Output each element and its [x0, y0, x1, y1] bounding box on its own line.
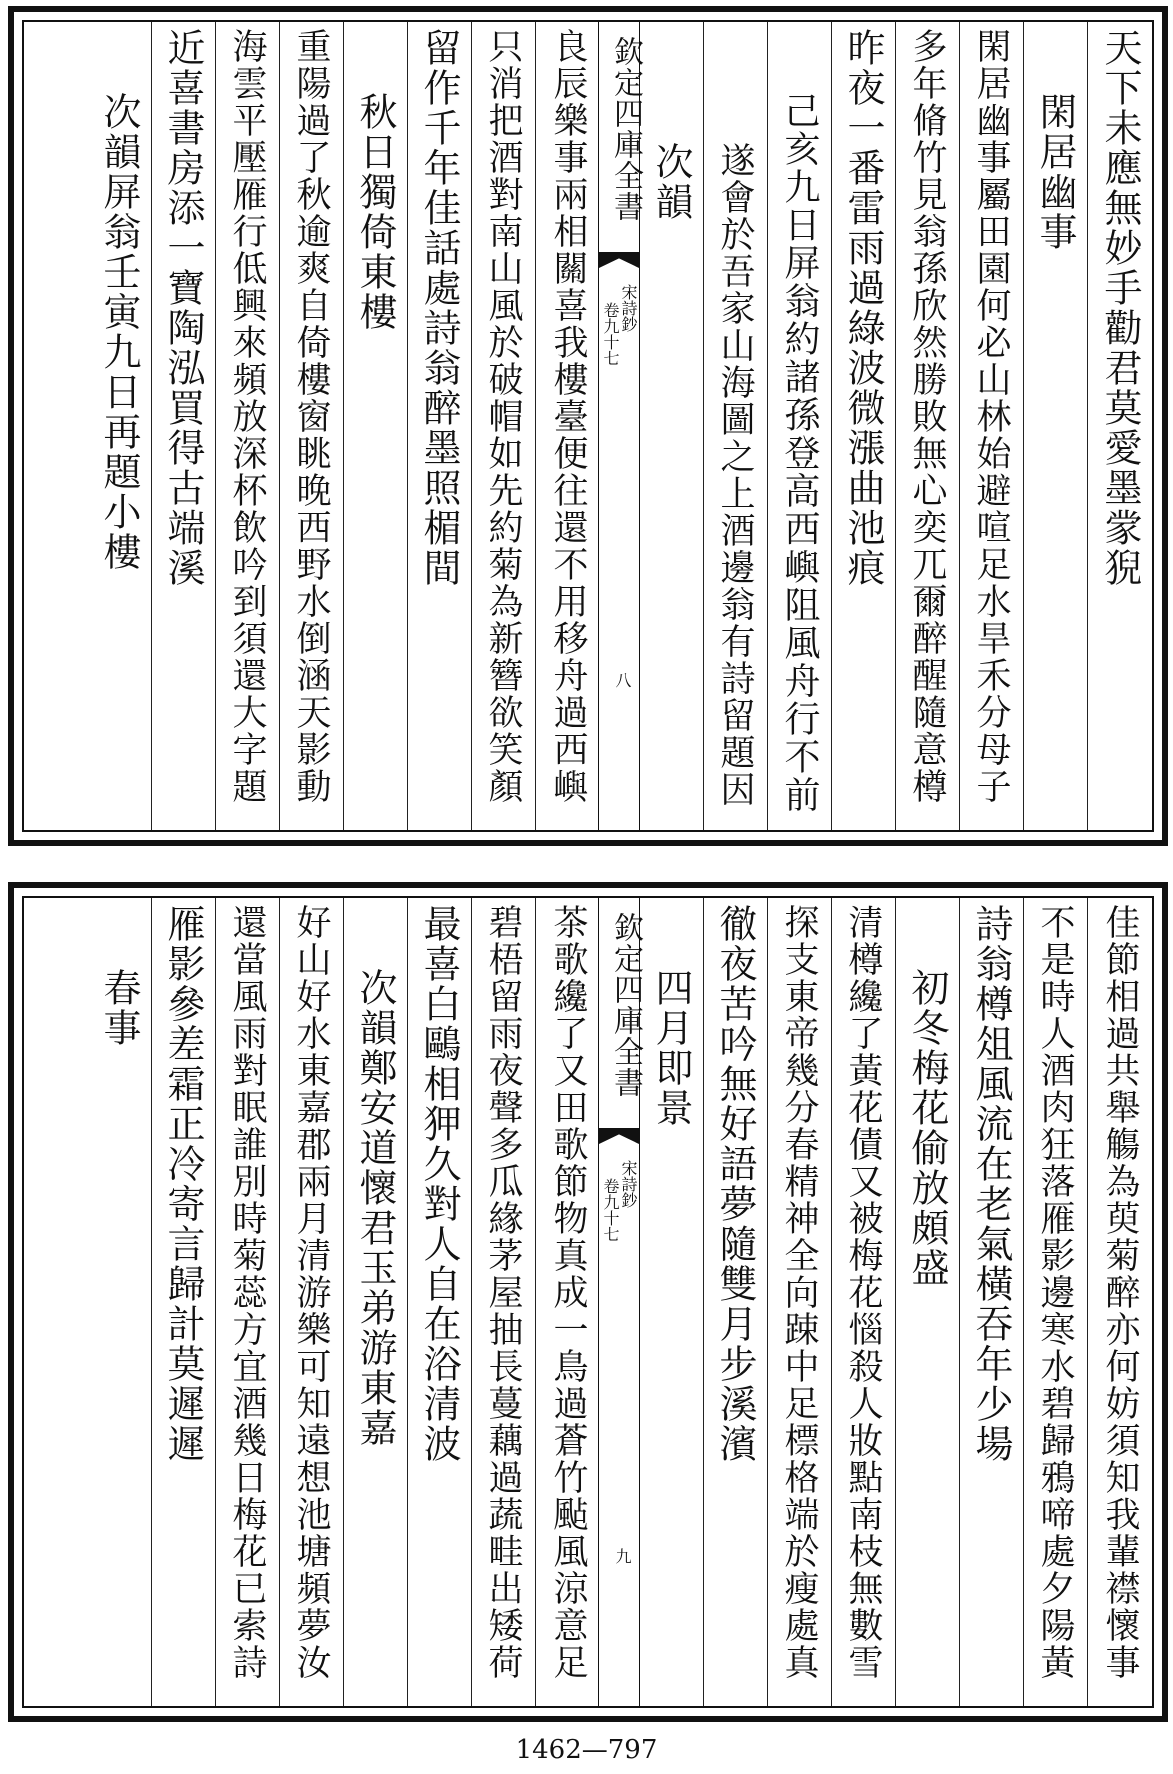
top-col-10 [471, 22, 536, 830]
bottom-col-16 [87, 898, 152, 1706]
top-col-6 [767, 22, 832, 830]
bottom-col-3 [959, 898, 1024, 1706]
top-col-8-text: 次韻 [649, 142, 693, 222]
top-col-3-text: 閑居幽事屬田園何必山林始避喧足水旱禾分母子 [971, 28, 1011, 805]
bottom-col-2-text: 不是時人酒肉狂落雁影邊寒水碧歸鴉啼處夕陽黃 [1035, 904, 1075, 1681]
bottom-col-13-text: 好山好水東嘉郡兩月清游樂可知遠想池塘頻夢汝 [291, 904, 331, 1681]
bottom-margin-page: 九 [613, 1548, 632, 1564]
top-col-12 [343, 22, 408, 830]
top-col-5-text: 昨夜一番雷雨過綠波微漲曲池痕 [841, 28, 885, 588]
bottom-col-5 [831, 898, 896, 1706]
top-col-16-text: 次韻屏翁壬寅九日再題小樓 [97, 92, 141, 572]
bottom-fish-tail-mark [599, 1128, 639, 1144]
top-col-6-text: 己亥九日屏翁約諸孫登高西嶼阻風舟行不前 [779, 92, 820, 814]
bottom-col-4-text: 初冬梅花偷放頗盛 [905, 968, 949, 1288]
top-col-15-text: 近喜書房添一寶陶泓買得古端溪 [161, 28, 205, 588]
bottom-col-14-text: 還當風雨對眠誰別時菊蕊方宜酒幾日梅花已索詩 [227, 904, 267, 1681]
top-col-3 [959, 22, 1024, 830]
top-col-2 [1023, 22, 1088, 830]
top-col-11-text: 留作千年佳話處詩翁醉墨照楣間 [417, 28, 461, 588]
bottom-col-6 [767, 898, 832, 1706]
bottom-center-margin [598, 898, 643, 1706]
bottom-col-14 [215, 898, 280, 1706]
bottom-col-10-text: 碧梧留雨夜聲多瓜緣茅屋抽長蔓藕過蔬畦出矮荷 [483, 904, 523, 1681]
top-page-frame [22, 20, 1154, 832]
bottom-col-15 [151, 898, 216, 1706]
top-col-11 [407, 22, 472, 830]
top-col-7-text: 遂會於吾家山海圖之上酒邊翁有詩留題因 [715, 142, 755, 808]
bottom-col-6-text: 探支東帝幾分春精神全向踈中足標格端於瘦處真 [779, 904, 819, 1681]
bottom-col-10 [471, 898, 536, 1706]
bottom-col-7-text: 徹夜苦吟無好語夢隨雙月步溪濱 [713, 904, 757, 1464]
top-col-2-text: 閑居幽事 [1033, 92, 1077, 252]
top-col-14-text: 海雲平壓雁行低興來頻放深杯飲吟到須還大字題 [227, 28, 267, 805]
top-col-7 [703, 22, 768, 830]
top-margin-juan: 卷九十七 [601, 302, 620, 366]
top-margin-page: 八 [613, 672, 632, 688]
top-col-8 [639, 22, 704, 830]
top-col-16 [87, 22, 152, 830]
bottom-col-11-text: 最喜白鷗相狎久對人自在浴清波 [417, 904, 461, 1464]
bottom-col-8 [639, 898, 704, 1706]
top-col-9-text: 良辰樂事兩相關喜我樓臺便往還不用移舟過西嶼 [548, 28, 588, 805]
bottom-col-11 [407, 898, 472, 1706]
bottom-col-9-text: 茶歌纔了又田歌節物真成一鳥過蒼竹颭風涼意足 [548, 904, 588, 1681]
bottom-col-7 [703, 898, 768, 1706]
top-col-4 [895, 22, 960, 830]
bottom-col-1-text: 佳節相過共舉觴為萸菊醉亦何妨須知我輩襟懷事 [1100, 904, 1140, 1681]
bottom-col-8-text: 四月即景 [649, 968, 693, 1128]
bottom-page-frame [22, 896, 1154, 1708]
top-col-1-text: 天下未應無妙手勸君莫愛墨䝉猊 [1098, 28, 1142, 588]
bottom-col-9 [536, 898, 600, 1706]
bottom-margin-book: 宋詩鈔 [619, 1160, 638, 1208]
bottom-col-12 [343, 898, 408, 1706]
bottom-col-16-text: 春事 [97, 968, 141, 1048]
top-col-13 [279, 22, 344, 830]
top-page [8, 6, 1168, 846]
top-center-margin [598, 22, 643, 830]
top-col-14 [215, 22, 280, 830]
bottom-col-5-text: 清樽纔了黃花債又被梅花惱殺人妝點南枝無數雪 [843, 904, 883, 1681]
bottom-col-2 [1023, 898, 1088, 1706]
bottom-margin-juan: 卷九十七 [601, 1178, 620, 1242]
top-col-1 [1088, 22, 1152, 830]
top-fish-tail-mark [599, 252, 639, 268]
top-col-13-text: 重陽過了秋逾爽自倚樓窗眺晚西野水倒涵天影動 [291, 28, 331, 805]
bottom-col-3-text: 詩翁樽俎風流在老氣橫吞年少場 [969, 904, 1013, 1464]
top-col-4-text: 多年脩竹見翁孫欣然勝敗無心奕兀爾醉醒隨意樽 [907, 28, 947, 805]
bottom-col-4 [895, 898, 960, 1706]
page-number-footer: 1462—797 [515, 1735, 658, 1765]
top-margin-book: 宋詩鈔 [619, 284, 638, 332]
bottom-col-15-text: 雁影參差霜正冷寄言歸計莫遲遲 [161, 904, 205, 1464]
top-col-9 [536, 22, 600, 830]
top-col-5 [831, 22, 896, 830]
bottom-page [8, 882, 1168, 1722]
top-col-12-text: 秋日獨倚東樓 [353, 92, 397, 332]
top-col-10-text: 只消把酒對南山風於破帽如先約菊為新簪欲笑顏 [483, 28, 523, 805]
bottom-margin-title: 欽定四庫全書 [608, 912, 643, 1098]
top-col-15 [151, 22, 216, 830]
top-margin-title: 欽定四庫全書 [608, 36, 643, 222]
bottom-col-13 [279, 898, 344, 1706]
bottom-col-12-text: 次韻鄭安道懷君玉弟游東嘉 [353, 968, 397, 1448]
bottom-col-1 [1088, 898, 1152, 1706]
